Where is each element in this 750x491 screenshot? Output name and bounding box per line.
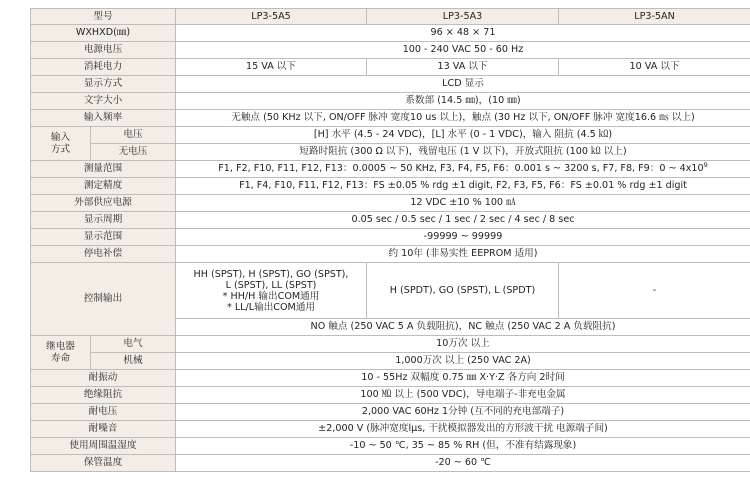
display-range-label: 显示范围 xyxy=(31,229,176,246)
model-lp3-5an: LP3-5AN xyxy=(559,9,750,25)
display-cycle-row xyxy=(31,212,750,229)
control-output-a5-line4: * LL/L输出COM通用 xyxy=(226,301,316,313)
power-fail-value: 约 10年 (非易实性 EEPROM 适用) xyxy=(176,246,750,263)
measure-range-row xyxy=(31,161,750,178)
supply-voltage-label: 电源电压 xyxy=(31,42,176,59)
input-method-label-line1: 输入 xyxy=(50,131,71,143)
input-voltage-row xyxy=(31,127,750,144)
input-freq-row xyxy=(31,110,750,127)
input-voltage-label: 电压 xyxy=(91,127,176,144)
char-size-label: 文字大小 xyxy=(31,93,176,110)
char-size-row xyxy=(31,93,750,110)
input-no-voltage-row xyxy=(31,144,750,161)
power-consumption-row xyxy=(31,59,750,76)
relay-electrical-row xyxy=(31,336,750,353)
ambient-temp-value: -10 ~ 50 ℃, 35 ~ 85 % RH (但，不准有结露现象) xyxy=(176,438,750,455)
supply-voltage-value: 100 - 240 VAC 50 - 60 Hz xyxy=(176,42,750,59)
ambient-temp-label: 使用周围温湿度 xyxy=(31,438,176,455)
display-method-value: LCD 显示 xyxy=(176,76,750,93)
noise-value: ±2,000 V (脉冲宽度lμs, 干扰模拟器发出的方形波干扰 电源端子间) xyxy=(176,421,750,438)
insulation-row xyxy=(31,387,750,404)
relay-mechanical-label: 机械 xyxy=(91,353,176,370)
ambient-temp-row xyxy=(31,438,750,455)
relay-life-label xyxy=(31,336,91,370)
dimensions-row xyxy=(31,25,750,42)
relay-mechanical-value: 1,000万次 以上 (250 VAC 2A) xyxy=(176,353,750,370)
dielectric-row xyxy=(31,404,750,421)
header-row xyxy=(31,9,750,25)
measure-range-cell xyxy=(176,161,750,178)
display-cycle-label: 显示周期 xyxy=(31,212,176,229)
noise-row xyxy=(31,421,750,438)
relay-electrical-value: 10万次 以上 xyxy=(176,336,750,353)
dielectric-value: 2,000 VAC 60Hz 1分钟 (互不同的充电部端子) xyxy=(176,404,750,421)
storage-temp-value: -20 ~ 60 ℃ xyxy=(176,455,750,472)
control-output-a5-line3: * HH/H 输出COM通用 xyxy=(222,290,320,302)
input-method-label xyxy=(31,127,91,161)
ext-power-label: 外部供应电源 xyxy=(31,195,176,212)
input-method-label-line2: 方式 xyxy=(50,143,71,155)
relay-mechanical-row xyxy=(31,353,750,370)
input-freq-label: 输入频率 xyxy=(31,110,176,127)
noise-label: 耐噪音 xyxy=(31,421,176,438)
input-no-voltage-label: 无电压 xyxy=(91,144,176,161)
supply-voltage-row xyxy=(31,42,750,59)
display-range-value: -99999 ~ 99999 xyxy=(176,229,750,246)
dielectric-label: 耐电压 xyxy=(31,404,176,421)
dimensions-label: WXHXD(㎜) xyxy=(31,25,176,42)
power-fail-row xyxy=(31,246,750,263)
relay-life-label-line2: 寿命 xyxy=(50,352,71,364)
insulation-label: 绝缘阻抗 xyxy=(31,387,176,404)
control-output-a5-line1: HH (SPST), H (SPST), GO (SPST), xyxy=(193,268,349,280)
vibration-row xyxy=(31,370,750,387)
measure-range-label: 测量范围 xyxy=(31,161,176,178)
control-output-row xyxy=(31,263,750,319)
control-output-a3: H (SPDT), GO (SPST), L (SPDT) xyxy=(367,263,559,319)
measure-range-exponent: 9 xyxy=(703,161,708,169)
accuracy-value: F1, F4, F10, F11, F12, F13：FS ±0.05 % rdg ±1 digit, F2, F3, F5, F6：FS ±0.01 % rdg ±1 digit xyxy=(176,178,750,195)
control-output-label: 控制输出 xyxy=(31,263,176,336)
model-lp3-5a3: LP3-5A3 xyxy=(367,9,559,25)
display-method-row xyxy=(31,76,750,93)
input-freq-value: 无触点 (50 KHz 以下, ON/OFF 脉冲 宽度10 us 以上)，触点 (30 Hz 以下, ON/OFF 脉冲 宽度16.6 ㎳ 以上) xyxy=(176,110,750,127)
control-output-a5-line2: L (SPST), LL (SPST) xyxy=(225,279,317,291)
storage-temp-label: 保管温度 xyxy=(31,455,176,472)
dimensions-value: 96 × 48 × 71 xyxy=(176,25,750,42)
accuracy-label: 测定精度 xyxy=(31,178,176,195)
power-consumption-an: 10 VA 以下 xyxy=(559,59,750,76)
display-range-row xyxy=(31,229,750,246)
power-consumption-label: 消耗电力 xyxy=(31,59,176,76)
vibration-value: 10 - 55Hz 双幅度 0.75 ㎜ X·Y·Z 各方向 2时间 xyxy=(176,370,750,387)
input-no-voltage-value: 短路时阻抗 (300 Ω 以下)，残留电压 (1 V 以下)，开放式阻抗 (100 ㏀ 以上) xyxy=(176,144,750,161)
model-lp3-5a5: LP3-5A5 xyxy=(176,9,367,25)
power-consumption-a3: 13 VA 以下 xyxy=(367,59,559,76)
vibration-label: 耐振动 xyxy=(31,370,176,387)
relay-electrical-label: 电气 xyxy=(91,336,176,353)
insulation-value: 100 ㏁ 以上 (500 VDC)，导电端子-非充电金属 xyxy=(176,387,750,404)
ext-power-row xyxy=(31,195,750,212)
char-size-value: 系数部 (14.5 ㎜)，(10 ㎜) xyxy=(176,93,750,110)
accuracy-row xyxy=(31,178,750,195)
control-output-an: - xyxy=(559,263,750,319)
control-output-a5 xyxy=(176,263,367,319)
power-fail-label: 停电补偿 xyxy=(31,246,176,263)
measure-range-value: F1, F2, F10, F11, F12, F13：0.0005 ~ 50 KHz, F3, F4, F5, F6：0.001 s ~ 3200 s, F7, F8, F9：0 ~ 4x10 xyxy=(218,163,704,174)
spec-table xyxy=(30,8,750,472)
model-label: 型号 xyxy=(31,9,176,25)
ext-power-value: 12 VDC ±10 % 100 ㎃ xyxy=(176,195,750,212)
control-output-common: NO 触点 (250 VAC 5 A 负载阻抗)，NC 触点 (250 VAC 2 A 负载阻抗) xyxy=(176,319,750,336)
display-method-label: 显示方式 xyxy=(31,76,176,93)
storage-temp-row xyxy=(31,455,750,472)
power-consumption-a5: 15 VA 以下 xyxy=(176,59,367,76)
input-voltage-value: [H] 水平 (4.5 - 24 VDC)，[L] 水平 (0 - 1 VDC)，输入 阻抗 (4.5 ㏀) xyxy=(176,127,750,144)
relay-life-label-line1: 继电器 xyxy=(46,340,75,352)
display-cycle-value: 0.05 sec / 0.5 sec / 1 sec / 2 sec / 4 sec / 8 sec xyxy=(176,212,750,229)
